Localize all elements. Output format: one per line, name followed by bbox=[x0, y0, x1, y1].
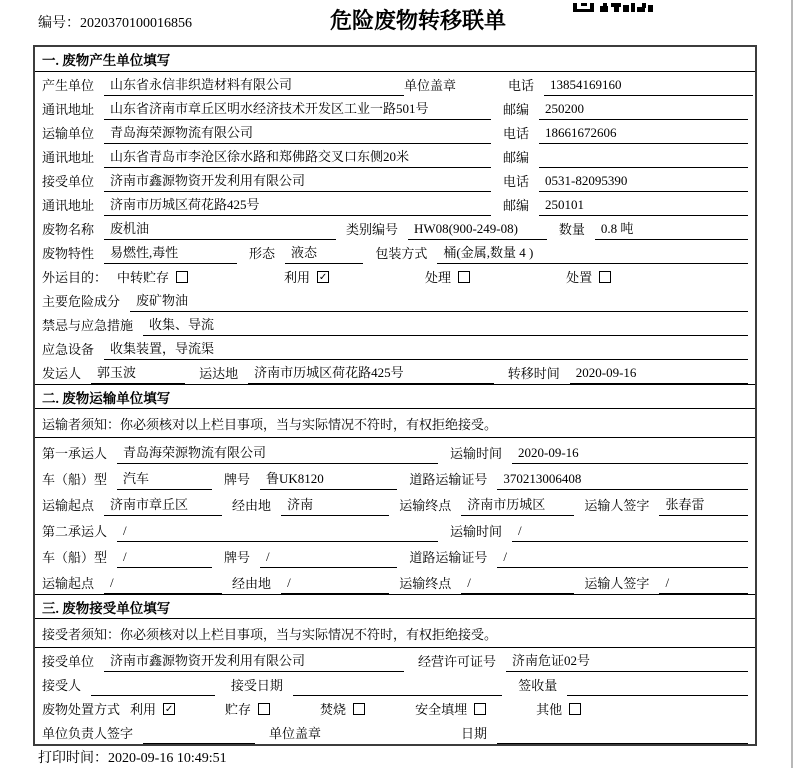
option-landfill: 安全填埋 bbox=[415, 699, 486, 720]
row-emergency-equipment bbox=[35, 336, 755, 360]
doc-number-label: 编号： bbox=[38, 16, 80, 31]
row-transport-address bbox=[35, 144, 755, 168]
producer-zip-value: 250200 bbox=[539, 101, 748, 120]
first-carrier-value: 青岛海荣源物流有限公司 bbox=[117, 442, 438, 464]
producer-seal-label: 单位盖章 bbox=[404, 78, 457, 93]
waste-name-value: 废机油 bbox=[104, 218, 336, 240]
print-time bbox=[38, 747, 227, 767]
route-via2-value: / bbox=[281, 575, 389, 594]
producer-address-label: 通讯地址 bbox=[42, 102, 95, 117]
waste-pack-label: 包装方式 bbox=[375, 246, 428, 261]
waste-code-label: 类别编号 bbox=[345, 222, 398, 237]
row-receiver-notice: 接受者须知：你必须核对以上栏目事项，当与实际情况不符时，有权拒绝接受。 bbox=[35, 619, 755, 648]
option-treat: 处理 bbox=[425, 267, 470, 288]
receive-address-label: 通讯地址 bbox=[42, 198, 95, 213]
print-time-value: 2020-09-16 10:49:51 bbox=[108, 751, 227, 766]
carrier-sign2-label: 运输人签字 bbox=[584, 576, 650, 591]
row-hazard-components bbox=[35, 288, 755, 312]
receiving-unit-label: 接受单位 bbox=[42, 654, 95, 669]
checkbox-treat bbox=[458, 271, 470, 283]
row-transport-unit bbox=[35, 120, 755, 144]
waste-traits-label: 废物特性 bbox=[42, 246, 95, 261]
route-via1-value: 济南 bbox=[281, 494, 389, 516]
receive-date-label: 接受日期 bbox=[230, 678, 283, 693]
transport-unit-value: 青岛海荣源物流有限公司 bbox=[104, 122, 491, 144]
road-license2-value: / bbox=[497, 549, 748, 568]
receiver-person-value bbox=[91, 693, 215, 696]
hazard-components-label: 主要危险成分 bbox=[42, 294, 121, 309]
row-vehicle-2 bbox=[35, 542, 755, 568]
transport-phone-label: 电话 bbox=[503, 126, 530, 141]
route-end2-value: / bbox=[461, 575, 574, 594]
road-license1-label: 道路运输证号 bbox=[409, 472, 488, 487]
carrier-sign2-value: / bbox=[659, 575, 748, 594]
option-utilize: 利用 ✓ bbox=[284, 270, 328, 285]
waste-form-value: 液态 bbox=[285, 242, 363, 264]
sign-date-label: 日期 bbox=[461, 726, 488, 741]
first-carrier-label: 第一承运人 bbox=[42, 446, 108, 461]
doc-number-value: 2020370100016856 bbox=[80, 16, 192, 31]
transport-time1-value: 2020-09-16 bbox=[512, 445, 748, 464]
receive-address-value: 济南市历城区荷花路425号 bbox=[104, 194, 491, 216]
route-end1-value: 济南市历城区 bbox=[461, 494, 574, 516]
emergency-measures-label: 禁忌与应急措施 bbox=[42, 318, 134, 333]
waste-qty-label: 数量 bbox=[558, 222, 585, 237]
option-transfer-storage: 中转贮存 bbox=[117, 267, 188, 288]
producer-phone-value: 13854169160 bbox=[544, 77, 753, 96]
plate2-label: 牌号 bbox=[223, 550, 250, 565]
checkbox-utilize-2: ✓ bbox=[164, 703, 174, 715]
route-start2-label: 运输起点 bbox=[42, 576, 95, 591]
receipt-qty-label: 签收量 bbox=[518, 678, 558, 693]
row-receive-unit bbox=[35, 168, 755, 192]
road-license2-label: 道路运输证号 bbox=[409, 550, 488, 565]
vehicle-type1-value: 汽车 bbox=[117, 468, 212, 490]
destination-value: 济南市历城区荷花路425号 bbox=[248, 362, 494, 384]
vehicle-type2-value: / bbox=[117, 549, 212, 568]
transport-time2-value: / bbox=[512, 523, 748, 542]
receive-phone-value: 0531-82095390 bbox=[539, 173, 748, 192]
row-receive-address bbox=[35, 192, 755, 216]
route-start1-value: 济南市章丘区 bbox=[104, 494, 222, 516]
print-time-label: 打印时间： bbox=[38, 751, 108, 766]
checkbox-dispose bbox=[599, 271, 611, 283]
row-producer-address bbox=[35, 96, 755, 120]
unit-signer-label: 单位负责人签字 bbox=[42, 726, 134, 741]
producer-zip-label: 邮编 bbox=[503, 102, 530, 117]
transport-zip-value bbox=[539, 165, 748, 168]
unit-signer-value bbox=[143, 741, 255, 744]
transfer-time-value: 2020-09-16 bbox=[570, 365, 748, 384]
page-title: 危险废物转移联单 bbox=[329, 8, 506, 33]
checkbox-landfill bbox=[474, 703, 486, 715]
option-dispose: 处置 bbox=[566, 267, 611, 288]
checkbox-other bbox=[569, 703, 581, 715]
plate2-value: / bbox=[260, 549, 397, 568]
receive-zip-label: 邮编 bbox=[503, 198, 530, 213]
dispatcher-label: 发运人 bbox=[42, 366, 82, 381]
receiving-unit-value: 济南市鑫源物资开发利用有限公司 bbox=[104, 650, 404, 672]
transfer-purpose-label: 外运目的： bbox=[42, 270, 108, 285]
carrier-sign1-value: 张春雷 bbox=[659, 494, 748, 516]
row-second-carrier bbox=[35, 516, 755, 542]
option-other: 其他 bbox=[536, 699, 581, 720]
row-route-1 bbox=[35, 490, 755, 516]
route-start2-value: / bbox=[104, 575, 222, 594]
waste-name-label: 废物名称 bbox=[42, 222, 95, 237]
permit-value: 济南危证02号 bbox=[506, 650, 748, 672]
receive-zip-value: 250101 bbox=[539, 197, 748, 216]
route-end2-label: 运输终点 bbox=[399, 576, 452, 591]
row-signature bbox=[35, 720, 755, 744]
dispatcher-value: 郭玉波 bbox=[91, 362, 185, 384]
permit-label: 经营许可证号 bbox=[418, 654, 497, 669]
receipt-qty-value bbox=[567, 693, 748, 696]
emergency-measures-value: 收集、导流 bbox=[143, 314, 748, 336]
receive-phone-label: 电话 bbox=[503, 174, 530, 189]
waste-code-value: HW08(900-249-08) bbox=[408, 221, 547, 240]
transport-zip-label: 邮编 bbox=[503, 150, 530, 165]
waste-traits-value: 易燃性,毒性 bbox=[104, 242, 237, 264]
producer-phone-label: 电话 bbox=[508, 78, 535, 93]
emergency-equipment-value: 收集装置，导流渠 bbox=[104, 338, 748, 360]
row-carrier-notice: 运输者须知：你必须核对以上栏目事项，当与实际情况不符时，有权拒绝接受。 bbox=[35, 409, 755, 438]
emergency-equipment-label: 应急设备 bbox=[42, 342, 95, 357]
route-via1-label: 经由地 bbox=[232, 498, 272, 513]
second-carrier-value: / bbox=[117, 523, 438, 542]
transport-address-label: 通讯地址 bbox=[42, 150, 95, 165]
checkbox-incinerate bbox=[353, 703, 365, 715]
transport-address-value: 山东省青岛市李沧区徐水路和郑佛路交叉口东侧20米 bbox=[104, 146, 491, 168]
producer-address-value: 山东省济南市章丘区明水经济技术开发区工业一路501号 bbox=[104, 98, 491, 120]
row-emergency-measures bbox=[35, 312, 755, 336]
receive-date-value bbox=[293, 693, 502, 696]
row-receiving-unit bbox=[35, 648, 755, 672]
row-producer bbox=[35, 72, 755, 96]
unit-seal-label: 单位盖章 bbox=[269, 726, 322, 741]
option-incinerate: 焚烧 bbox=[320, 699, 365, 720]
checkbox-transfer-storage bbox=[176, 271, 188, 283]
row-first-carrier bbox=[35, 438, 755, 464]
producer-value: 山东省永信非织造材料有限公司 bbox=[104, 74, 404, 96]
row-route-2 bbox=[35, 568, 755, 594]
transport-unit-label: 运输单位 bbox=[42, 126, 95, 141]
route-end1-label: 运输终点 bbox=[399, 498, 452, 513]
section2-header: 二. 废物运输单位填写 bbox=[35, 384, 755, 409]
row-dispatch bbox=[35, 360, 755, 384]
road-license1-value: 370213006408 bbox=[497, 471, 748, 490]
receive-unit-label: 接受单位 bbox=[42, 174, 95, 189]
page-edge-line bbox=[791, 0, 793, 768]
plate1-value: 鲁UK8120 bbox=[260, 468, 397, 490]
plate1-label: 牌号 bbox=[223, 472, 250, 487]
row-waste-name bbox=[35, 216, 755, 240]
route-start1-label: 运输起点 bbox=[42, 498, 95, 513]
row-transfer-purpose bbox=[35, 264, 755, 288]
disposal-method-label: 废物处置方式 bbox=[42, 702, 121, 717]
checkbox-utilize: ✓ bbox=[318, 271, 328, 283]
transfer-time-label: 转移时间 bbox=[507, 366, 560, 381]
manifest-table bbox=[33, 45, 757, 746]
option-storage-2: 贮存 bbox=[225, 699, 270, 720]
checkbox-storage-2 bbox=[258, 703, 270, 715]
transport-time2-label: 运输时间 bbox=[450, 524, 503, 539]
vehicle-type2-label: 车（船）型 bbox=[42, 550, 108, 565]
carrier-sign1-label: 运输人签字 bbox=[584, 498, 650, 513]
section3-header: 三. 废物接受单位填写 bbox=[35, 594, 755, 619]
receiver-person-label: 接受人 bbox=[42, 678, 82, 693]
section1-header: 一. 废物产生单位填写 bbox=[35, 47, 755, 72]
waste-qty-value: 0.8 吨 bbox=[595, 218, 748, 240]
row-vehicle-1 bbox=[35, 464, 755, 490]
transport-time1-label: 运输时间 bbox=[450, 446, 503, 461]
waste-pack-value: 桶(金属,数量 4 ) bbox=[437, 242, 748, 264]
row-disposal-method bbox=[35, 696, 755, 720]
sign-date-value bbox=[497, 741, 748, 744]
second-carrier-label: 第二承运人 bbox=[42, 524, 108, 539]
route-via2-label: 经由地 bbox=[232, 576, 272, 591]
transport-phone-value: 18661672606 bbox=[539, 125, 748, 144]
receive-unit-value: 济南市鑫源物资开发利用有限公司 bbox=[104, 170, 491, 192]
row-receiver-person bbox=[35, 672, 755, 696]
row-waste-traits bbox=[35, 240, 755, 264]
producer-label: 产生单位 bbox=[42, 78, 95, 93]
hazard-components-value: 废矿物油 bbox=[130, 290, 748, 312]
option-utilize-2: 利用 ✓ bbox=[130, 702, 174, 717]
vehicle-type1-label: 车（船）型 bbox=[42, 472, 108, 487]
destination-label: 运达地 bbox=[199, 366, 239, 381]
waste-form-label: 形态 bbox=[249, 246, 276, 261]
